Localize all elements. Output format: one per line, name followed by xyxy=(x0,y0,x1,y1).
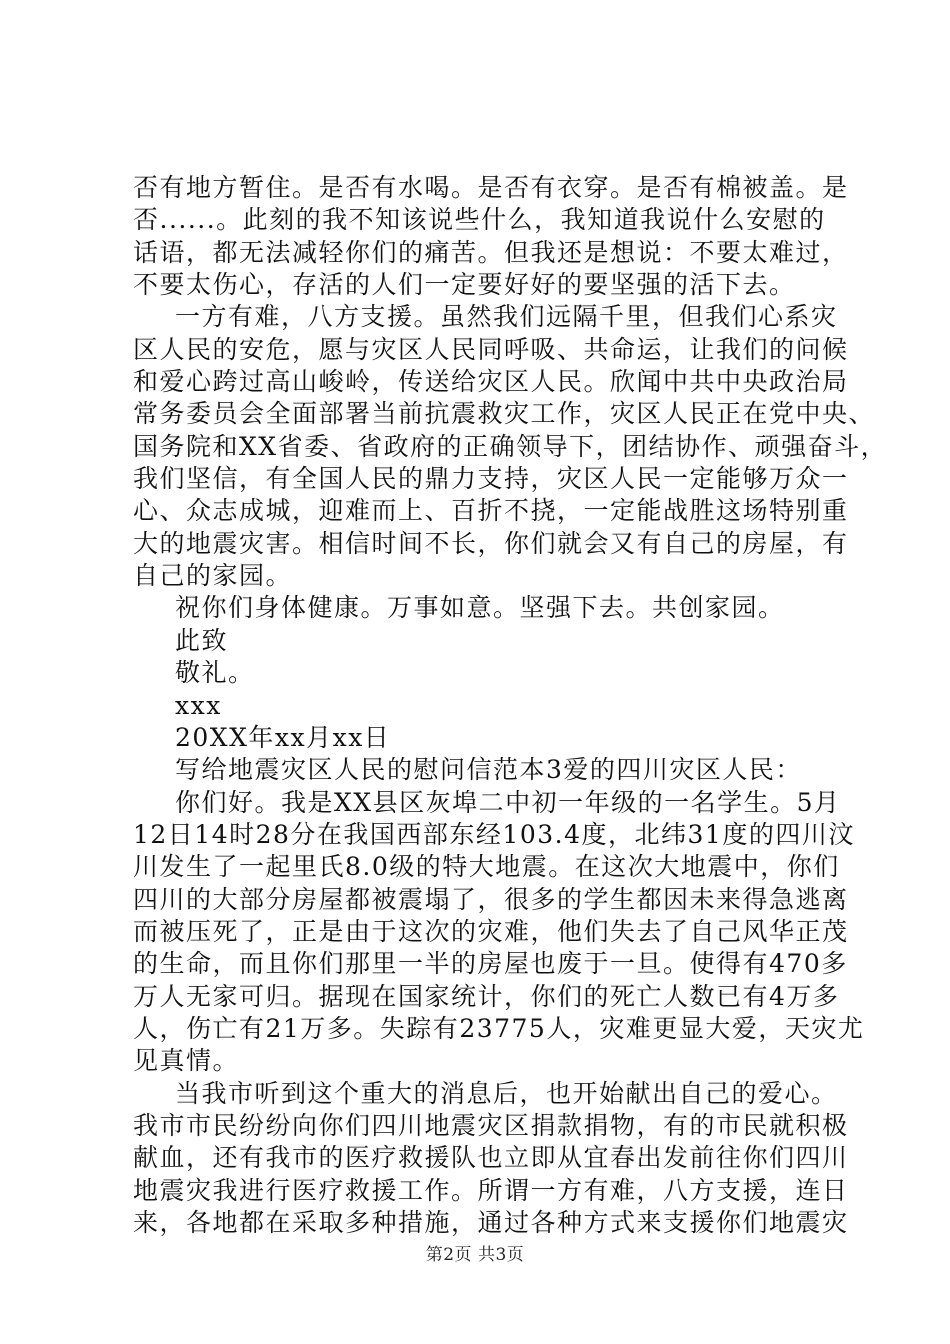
text-line: 一方有难，八方支援。虽然我们远隔千里，但我们心系灾 xyxy=(175,302,838,332)
text-line: xxx xyxy=(175,690,222,720)
text-line: 12日14时28分在我国西部东经103.4度，北纬31度的四川汶 xyxy=(133,819,855,849)
text-line: 祝你们身体健康。万事如意。坚强下去。共创家园。 xyxy=(175,593,785,623)
text-line: 否......。此刻的我不知该说些什么，我知道我说什么安慰的 xyxy=(133,205,826,235)
text-line: 当我市听到这个重大的消息后，也开始献出自己的爱心。 xyxy=(175,1078,838,1108)
text-line: 来，各地都在采取多种措施，通过各种方式来支援你们地震灾 xyxy=(133,1208,849,1237)
text-line: 见真情。 xyxy=(133,1046,240,1076)
text-line: 地震灾我进行医疗救援工作。所谓一方有难，八方支援，连日 xyxy=(133,1175,849,1205)
text-line: 四川的大部分房屋都被震塌了，很多的学生都因未来得急逃离 xyxy=(133,884,849,914)
text-line: 的生命，而且你们那里一半的房屋也废于一旦。使得有470多 xyxy=(133,949,848,979)
text-line: 人，伤亡有21万多。失踪有23775人，灾难更显大爱，天灾尤 xyxy=(133,1013,865,1043)
text-line: 20XX年xx月xx日 xyxy=(175,722,391,752)
page-number-footer: 第2页 共3页 xyxy=(425,1245,525,1265)
text-line: 话语，都无法减轻你们的痛苦。但我还是想说：不要太难过， xyxy=(133,237,849,267)
document-body xyxy=(133,172,888,1239)
text-line: 和爱心跨过高山峻岭，传送给灾区人民。欣闻中共中央政治局 xyxy=(133,367,849,397)
text-line: 国务院和XX省委、省政府的正确领导下，团结协作、顽强奋斗， xyxy=(133,431,888,461)
text-line: 不要太伤心，存活的人们一定要好好的要坚强的活下去。 xyxy=(133,270,796,300)
text-line: 献血，还有我市的医疗救援队也立即从宜春出发前往你们四川 xyxy=(133,1143,849,1173)
text-line: 常务委员会全面部署当前抗震救灾工作，灾区人民正在党中央、 xyxy=(133,399,876,429)
text-line: 心、众志成城，迎难而上、百折不挠，一定能战胜这场特别重 xyxy=(133,496,849,526)
text-line: 川发生了一起里氏8.0级的特大地震。在这次大地震中，你们 xyxy=(133,852,840,882)
text-line: 否有地方暂住。是否有水喝。是否有衣穿。是否有棉被盖。是 xyxy=(133,173,849,202)
text-line: 自己的家园。 xyxy=(133,561,293,591)
text-line: 写给地震灾区人民的慰问信范本3爱的四川灾区人民： xyxy=(175,755,802,785)
text-line: 区人民的安危，愿与灾区人民同呼吸、共命运，让我们的问候 xyxy=(133,334,849,364)
text-line: 大的地震灾害。相信时间不长，你们就会又有自己的房屋，有 xyxy=(133,528,849,558)
text-line: 我市市民纷纷向你们四川地震灾区捐款捐物，有的市民就积极 xyxy=(133,1110,849,1140)
text-line: 敬礼。 xyxy=(175,658,255,688)
text-line: 此致 xyxy=(175,625,229,655)
text-line: 万人无家可归。据现在国家统计，你们的死亡人数已有4万多 xyxy=(133,981,840,1011)
text-line: 我们坚信，有全国人民的鼎力支持，灾区人民一定能够万众一 xyxy=(133,464,849,494)
text-line: 你们好。我是XX县区灰埠二中初一年级的一名学生。5月 xyxy=(175,787,841,817)
text-line: 而被压死了，正是由于这次的灾难，他们失去了自己风华正茂 xyxy=(133,916,849,946)
